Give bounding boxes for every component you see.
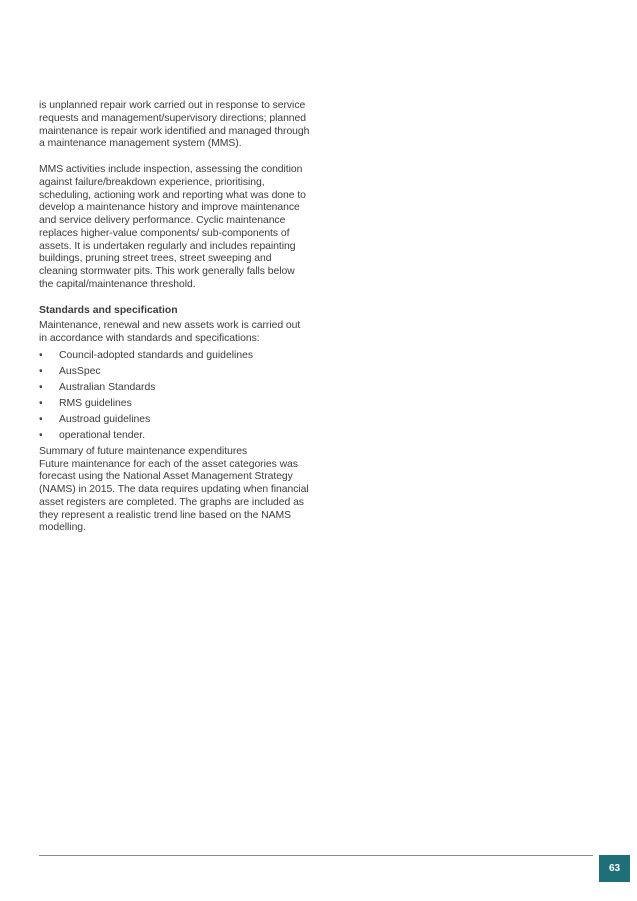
list-item-text: Australian Standards (59, 381, 156, 393)
list-item-text: RMS guidelines (59, 397, 132, 409)
bullet-icon: • (39, 413, 43, 425)
bullet-icon: • (39, 365, 43, 377)
list-item-text: operational tender. (59, 429, 146, 441)
footer-divider (39, 855, 593, 856)
bullet-icon: • (39, 429, 43, 441)
list-item-text: Council-adopted standards and guidelines (59, 349, 254, 361)
standards-intro-text: Maintenance, renewal and new assets work is carried out in accordance with standards and specifications: (39, 320, 301, 344)
list-item-text: Austroad guidelines (59, 413, 151, 425)
summary-body: Future maintenance for each of the asset categories was forecast using the National Asset Management Strategy (NAMS) in 2015. The data requires updating when financial asset registers are completed. The graphs are included as they represent a realistic trend line based on the NAMS modelling. (39, 458, 309, 534)
list-item (39, 366, 311, 379)
list-item (39, 398, 311, 411)
standards-list (39, 350, 311, 443)
bullet-icon: • (39, 397, 43, 409)
section-heading-standards: Standards and specification (39, 304, 178, 316)
list-item (39, 414, 311, 427)
main-text-column (39, 100, 311, 535)
bullet-icon: • (39, 349, 43, 361)
list-item (39, 430, 311, 443)
list-item (39, 382, 311, 395)
summary-title: Summary of future maintenance expenditures (39, 445, 248, 457)
page-number-badge (599, 855, 630, 882)
paragraph-maintenance-types: is unplanned repair work carried out in response to service requests and management/supervisory directions; planned maintenance is repair work identified and managed through a maintenance management system (MMS). (39, 100, 310, 150)
bullet-icon: • (39, 381, 43, 393)
paragraph-mms-activities: MMS activities include inspection, assessing the condition against failure/breakdown experience, prioritising, scheduling, actioning work and reporting what was done to develop a maintenance history and improve maintenance and service delivery performance. Cyclic maintenance replaces higher-value components/ sub-components of assets. It is undertaken regularly and includes repainting buildings, pruning street trees, street sweeping and cleaning stormwater pits. This work generally falls below the capital/maintenance threshold. (39, 164, 306, 290)
list-item-text: AusSpec (59, 365, 101, 377)
summary-block (39, 446, 311, 535)
page-number: 63 (608, 863, 621, 874)
list-item (39, 350, 311, 363)
